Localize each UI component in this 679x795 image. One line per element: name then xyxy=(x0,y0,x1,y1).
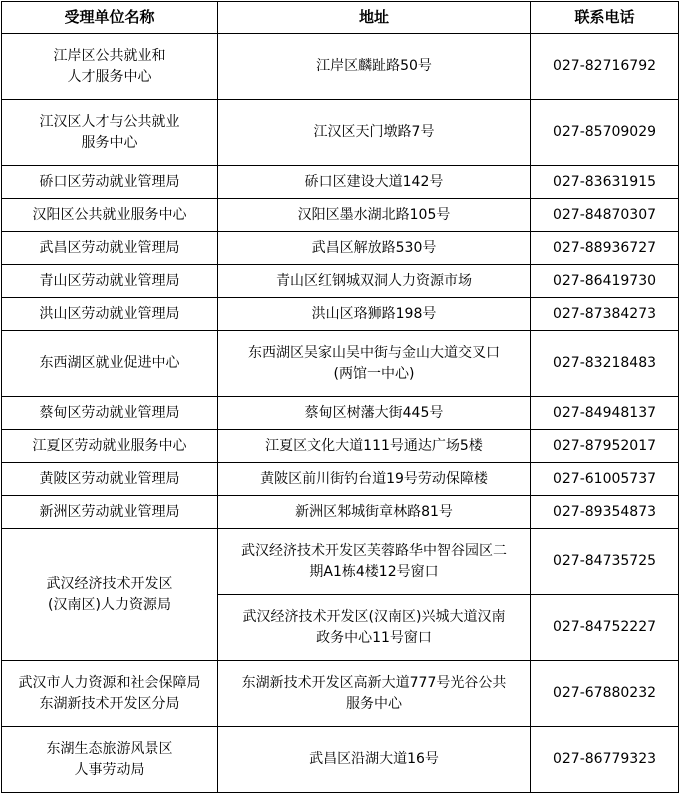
address-cell: 硚口区建设大道142号 xyxy=(218,166,531,199)
header-unit-name: 受理单位名称 xyxy=(2,2,218,34)
address-cell: 江汉区天门墩路7号 xyxy=(218,100,531,166)
phone-cell: 027-67880232 xyxy=(531,661,679,727)
address-cell: 武昌区沿湖大道16号 xyxy=(218,727,531,793)
phone-cell: 027-89354873 xyxy=(531,496,679,529)
table-row xyxy=(2,34,679,100)
address-cell: 武汉经济技术开发区(汉南区)兴城大道汉南 政务中心11号窗口 xyxy=(218,595,531,661)
unit-name-cell: 武汉市人力资源和社会保障局 东湖新技术开发区分局 xyxy=(2,661,218,727)
address-cell: 武昌区解放路530号 xyxy=(218,232,531,265)
unit-name-cell: 武昌区劳动就业管理局 xyxy=(2,232,218,265)
address-cell: 黄陂区前川街钓台道19号劳动保障楼 xyxy=(218,463,531,496)
unit-name-cell: 黄陂区劳动就业管理局 xyxy=(2,463,218,496)
phone-cell: 027-83218483 xyxy=(531,331,679,397)
address-cell: 武汉经济技术开发区芙蓉路华中智谷园区二 期A1栋4楼12号窗口 xyxy=(218,529,531,595)
unit-name-cell: 硚口区劳动就业管理局 xyxy=(2,166,218,199)
service-directory-table xyxy=(1,1,679,793)
address-cell: 汉阳区墨水湖北路105号 xyxy=(218,199,531,232)
table-row xyxy=(2,727,679,793)
phone-cell: 027-86419730 xyxy=(531,265,679,298)
table-row xyxy=(2,265,679,298)
phone-cell: 027-83631915 xyxy=(531,166,679,199)
phone-cell: 027-87952017 xyxy=(531,430,679,463)
address-cell: 新洲区邾城街章林路81号 xyxy=(218,496,531,529)
header-phone: 联系电话 xyxy=(531,2,679,34)
phone-cell: 027-85709029 xyxy=(531,100,679,166)
address-cell: 江夏区文化大道111号通达广场5楼 xyxy=(218,430,531,463)
table-row xyxy=(2,463,679,496)
table-row xyxy=(2,430,679,463)
header-address: 地址 xyxy=(218,2,531,34)
unit-name-cell: 武汉经济技术开发区 (汉南区)人力资源局 xyxy=(2,529,218,661)
table-row xyxy=(2,298,679,331)
phone-cell: 027-84948137 xyxy=(531,397,679,430)
table-row xyxy=(2,331,679,397)
table-header-row xyxy=(2,2,679,34)
unit-name-cell: 新洲区劳动就业管理局 xyxy=(2,496,218,529)
unit-name-cell: 江汉区人才与公共就业 服务中心 xyxy=(2,100,218,166)
table-row xyxy=(2,100,679,166)
address-cell: 江岸区麟趾路50号 xyxy=(218,34,531,100)
table-row xyxy=(2,397,679,430)
table-row xyxy=(2,199,679,232)
phone-cell: 027-88936727 xyxy=(531,232,679,265)
address-cell: 东湖新技术开发区高新大道777号光谷公共 服务中心 xyxy=(218,661,531,727)
phone-cell: 027-87384273 xyxy=(531,298,679,331)
unit-name-cell: 东西湖区就业促进中心 xyxy=(2,331,218,397)
unit-name-cell: 蔡甸区劳动就业管理局 xyxy=(2,397,218,430)
unit-name-cell: 江岸区公共就业和 人才服务中心 xyxy=(2,34,218,100)
phone-cell: 027-82716792 xyxy=(531,34,679,100)
phone-cell: 027-61005737 xyxy=(531,463,679,496)
unit-name-cell: 东湖生态旅游风景区 人事劳动局 xyxy=(2,727,218,793)
table-row xyxy=(2,661,679,727)
phone-cell: 027-84735725 xyxy=(531,529,679,595)
table-row xyxy=(2,166,679,199)
unit-name-cell: 江夏区劳动就业服务中心 xyxy=(2,430,218,463)
unit-name-cell: 青山区劳动就业管理局 xyxy=(2,265,218,298)
address-cell: 洪山区珞狮路198号 xyxy=(218,298,531,331)
table-row xyxy=(2,232,679,265)
phone-cell: 027-84870307 xyxy=(531,199,679,232)
unit-name-cell: 洪山区劳动就业管理局 xyxy=(2,298,218,331)
table-row xyxy=(2,529,679,595)
address-cell: 蔡甸区树藩大街445号 xyxy=(218,397,531,430)
unit-name-cell: 汉阳区公共就业服务中心 xyxy=(2,199,218,232)
address-cell: 东西湖区吴家山吴中街与金山大道交叉口 (两馆一中心) xyxy=(218,331,531,397)
phone-cell: 027-86779323 xyxy=(531,727,679,793)
address-cell: 青山区红钢城双洞人力资源市场 xyxy=(218,265,531,298)
table-row xyxy=(2,496,679,529)
phone-cell: 027-84752227 xyxy=(531,595,679,661)
